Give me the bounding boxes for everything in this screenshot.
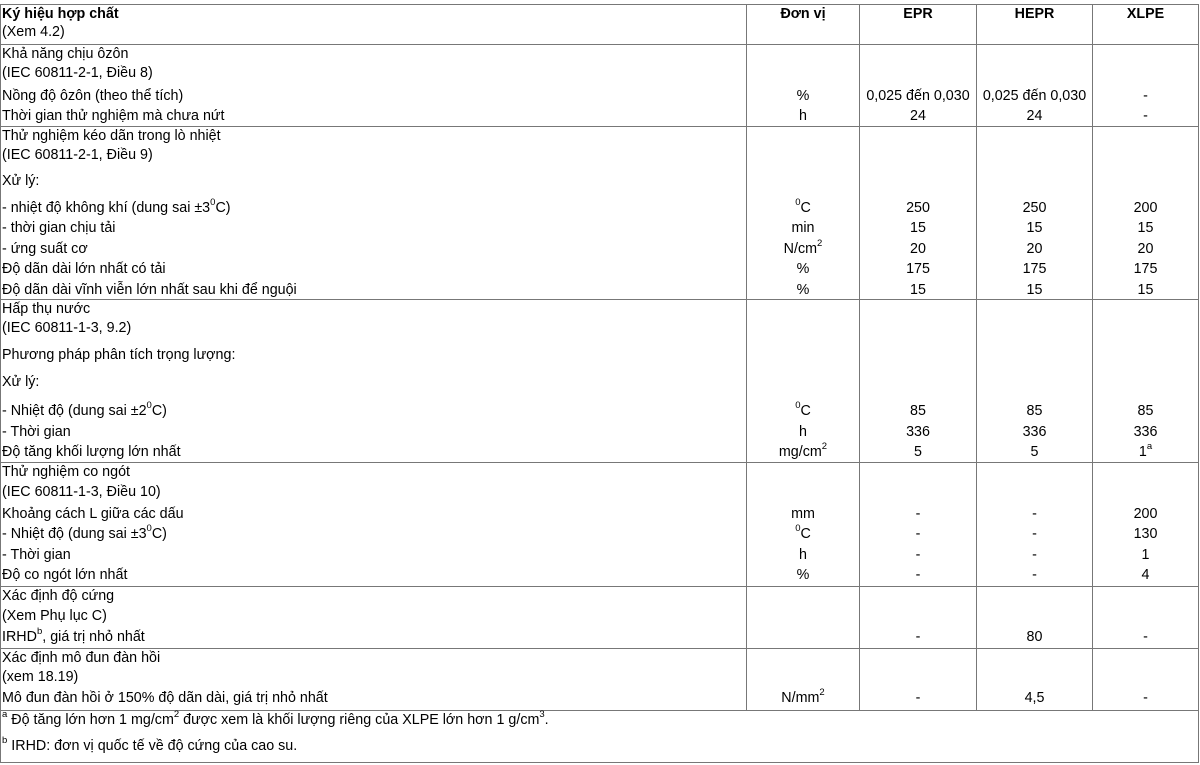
shrink-temp-epr: - xyxy=(915,526,921,542)
water-mass-increase-hepr: 5 xyxy=(1030,444,1039,460)
hardness-irhd-label: IRHD$^b$, giá trị nhỏ nhất xyxy=(2,626,145,645)
table-border-bottom xyxy=(0,762,1199,763)
hotset-permanent-elongation-epr: 15 xyxy=(910,282,926,298)
hotset-air-temp-hepr: 250 xyxy=(1022,200,1047,216)
ozone-concentration-unit: % xyxy=(796,88,810,104)
shrink-ref: (IEC 60811-1-3, Điều 10) xyxy=(2,484,161,500)
shrink-distance-epr: - xyxy=(915,506,921,522)
footnote-a: $^a$ Độ tăng lớn hơn 1 $mg/cm^2$ được xem là khối lượng riêng của XLPE lớn hơn 1 $g/cm^3$. xyxy=(2,709,549,728)
hotset-stress-label: - ứng suất cơ xyxy=(2,241,88,257)
hotset-stress-unit: $N/cm^2$ xyxy=(783,238,823,257)
modulus-title: Xác định mô đun đàn hồi xyxy=(2,650,161,666)
shrink-distance-xlpe: 200 xyxy=(1133,506,1158,522)
shrink-temp-xlpe: 130 xyxy=(1133,526,1158,542)
shrink-time-xlpe: 1 xyxy=(1141,547,1150,563)
water-temp-hepr: 85 xyxy=(1026,403,1043,419)
hardness-ref: (Xem Phụ lục C) xyxy=(2,608,107,624)
water-mass-increase-unit: $mg/cm^2$ xyxy=(778,441,828,460)
shrink-temp-hepr: - xyxy=(1032,526,1037,542)
header-compound-label: Ký hiệu hợp chất xyxy=(2,6,119,22)
water-mass-increase-epr: 5 xyxy=(914,444,922,460)
table-border-right xyxy=(1198,4,1199,763)
hotset-stress-xlpe: 20 xyxy=(1137,241,1154,257)
row-separator xyxy=(0,586,1199,587)
water-ref: (IEC 60811-1-3, 9.2) xyxy=(2,320,132,336)
hotset-treatment-label: Xử lý: xyxy=(2,173,40,189)
hotset-elongation-load-hepr: 175 xyxy=(1022,261,1047,277)
hotset-load-time-unit: min xyxy=(791,220,815,236)
shrink-distance-hepr: - xyxy=(1032,506,1037,522)
water-time-epr: 336 xyxy=(906,424,930,440)
hotset-load-time-label: - thời gian chịu tải xyxy=(2,220,116,236)
header-unit: Đơn vị xyxy=(780,6,826,22)
hotset-air-temp-unit: $^0$C xyxy=(795,197,811,216)
hotset-permanent-elongation-hepr: 15 xyxy=(1026,282,1043,298)
shrink-max-label: Độ co ngót lớn nhất xyxy=(2,567,128,583)
row-separator xyxy=(0,44,1199,45)
water-time-unit: h xyxy=(799,424,807,440)
header-xlpe: XLPE xyxy=(1126,6,1165,22)
hotset-load-time-xlpe: 15 xyxy=(1137,220,1154,236)
water-title: Hấp thụ nước xyxy=(2,301,91,317)
ozone-duration-epr: 24 xyxy=(910,108,926,124)
water-treatment-label: Xử lý: xyxy=(2,374,40,390)
hotset-elongation-load-xlpe: 175 xyxy=(1133,261,1158,277)
shrink-distance-label: Khoảng cách L giữa các dấu xyxy=(2,506,184,522)
hotset-ref: (IEC 60811-2-1, Điều 9) xyxy=(2,147,153,163)
ozone-ref: (IEC 60811-2-1, Điều 8) xyxy=(2,65,153,81)
shrink-time-epr: - xyxy=(915,547,921,563)
ozone-concentration-label: Nồng độ ôzôn (theo thể tích) xyxy=(2,88,184,104)
hotset-elongation-load-label: Độ dãn dài lớn nhất có tải xyxy=(2,261,166,277)
shrink-time-unit: h xyxy=(799,547,807,563)
water-mass-increase-label: Độ tăng khối lượng lớn nhất xyxy=(2,444,181,460)
water-time-label: - Thời gian xyxy=(2,424,71,440)
shrink-max-hepr: - xyxy=(1032,567,1037,583)
hotset-elongation-load-epr: 175 xyxy=(906,261,930,277)
shrink-temp-label: - Nhiệt độ (dung sai $\pm 3^0C$) xyxy=(2,523,167,542)
modulus-value-hepr: 4,5 xyxy=(1024,690,1045,706)
row-separator xyxy=(0,710,1199,711)
hardness-irhd-epr: - xyxy=(915,629,921,645)
water-temp-xlpe: 85 xyxy=(1137,403,1154,419)
header-compound-ref: (Xem 4.2) xyxy=(2,24,65,40)
shrink-max-xlpe: 4 xyxy=(1141,567,1150,583)
hardness-irhd-xlpe: - xyxy=(1143,629,1148,645)
modulus-value-label: Mô đun đàn hồi ở 150% độ dãn dài, giá trị nhỏ nhất xyxy=(2,690,328,706)
hotset-stress-epr: 20 xyxy=(910,241,926,257)
shrink-distance-unit: mm xyxy=(791,506,815,522)
table-border-left xyxy=(0,4,1,763)
water-time-hepr: 336 xyxy=(1022,424,1047,440)
hotset-permanent-elongation-unit: % xyxy=(796,282,810,298)
hotset-air-temp-xlpe: 200 xyxy=(1133,200,1158,216)
header-hepr: HEPR xyxy=(1014,6,1055,22)
hotset-load-time-epr: 15 xyxy=(910,220,926,236)
hotset-load-time-hepr: 15 xyxy=(1026,220,1043,236)
water-temp-epr: 85 xyxy=(910,403,926,419)
header-epr: EPR xyxy=(903,6,933,22)
row-separator xyxy=(0,126,1199,127)
ozone-duration-label: Thời gian thử nghiệm mà chưa nứt xyxy=(2,108,225,124)
water-temp-unit: $^0$C xyxy=(795,400,811,419)
water-mass-increase-xlpe: 1$^a$ xyxy=(1138,441,1153,460)
ozone-title: Khả năng chịu ôzôn xyxy=(2,46,129,62)
shrink-max-unit: % xyxy=(796,567,810,583)
shrink-title: Thử nghiệm co ngót xyxy=(2,464,130,480)
row-separator xyxy=(0,648,1199,649)
hardness-irhd-hepr: 80 xyxy=(1026,629,1043,645)
ozone-concentration-hepr: 0,025 đến 0,030 xyxy=(982,88,1087,104)
water-temp-label: - Nhiệt độ (dung sai $\pm 2^0C$) xyxy=(2,400,167,419)
shrink-time-hepr: - xyxy=(1032,547,1037,563)
modulus-value-epr: - xyxy=(915,690,921,706)
hotset-permanent-elongation-xlpe: 15 xyxy=(1137,282,1154,298)
shrink-temp-unit: $^0$C xyxy=(795,523,811,542)
hotset-air-temp-label: - nhiệt độ không khí (dung sai $\pm 3^0C$) xyxy=(2,197,231,216)
ozone-concentration-epr: 0,025 đến 0,030 xyxy=(866,88,970,104)
footnote-b: $^b$ IRHD: đơn vị quốc tế về độ cứng của cao su. xyxy=(2,735,298,754)
table-border-top xyxy=(0,4,1199,5)
shrink-time-label: - Thời gian xyxy=(2,547,71,563)
hotset-stress-hepr: 20 xyxy=(1026,241,1043,257)
ozone-duration-hepr: 24 xyxy=(1026,108,1043,124)
hotset-permanent-elongation-label: Độ dãn dài vĩnh viễn lớn nhất sau khi để nguội xyxy=(2,282,297,298)
shrink-max-epr: - xyxy=(915,567,921,583)
water-time-xlpe: 336 xyxy=(1133,424,1158,440)
row-separator xyxy=(0,462,1199,463)
water-method-label: Phương pháp phân tích trọng lượng: xyxy=(2,347,236,363)
row-separator xyxy=(0,299,1199,300)
hotset-elongation-load-unit: % xyxy=(796,261,810,277)
modulus-value-xlpe: - xyxy=(1143,690,1148,706)
hardness-title: Xác định độ cứng xyxy=(2,588,115,604)
ozone-duration-xlpe: - xyxy=(1143,108,1148,124)
ozone-concentration-xlpe: - xyxy=(1143,88,1148,104)
hotset-title: Thử nghiệm kéo dãn trong lò nhiệt xyxy=(2,128,221,144)
hotset-air-temp-epr: 250 xyxy=(906,200,930,216)
modulus-ref: (xem 18.19) xyxy=(2,669,79,685)
ozone-duration-unit: h xyxy=(799,108,807,124)
modulus-value-unit: $N/mm^2$ xyxy=(781,687,825,706)
